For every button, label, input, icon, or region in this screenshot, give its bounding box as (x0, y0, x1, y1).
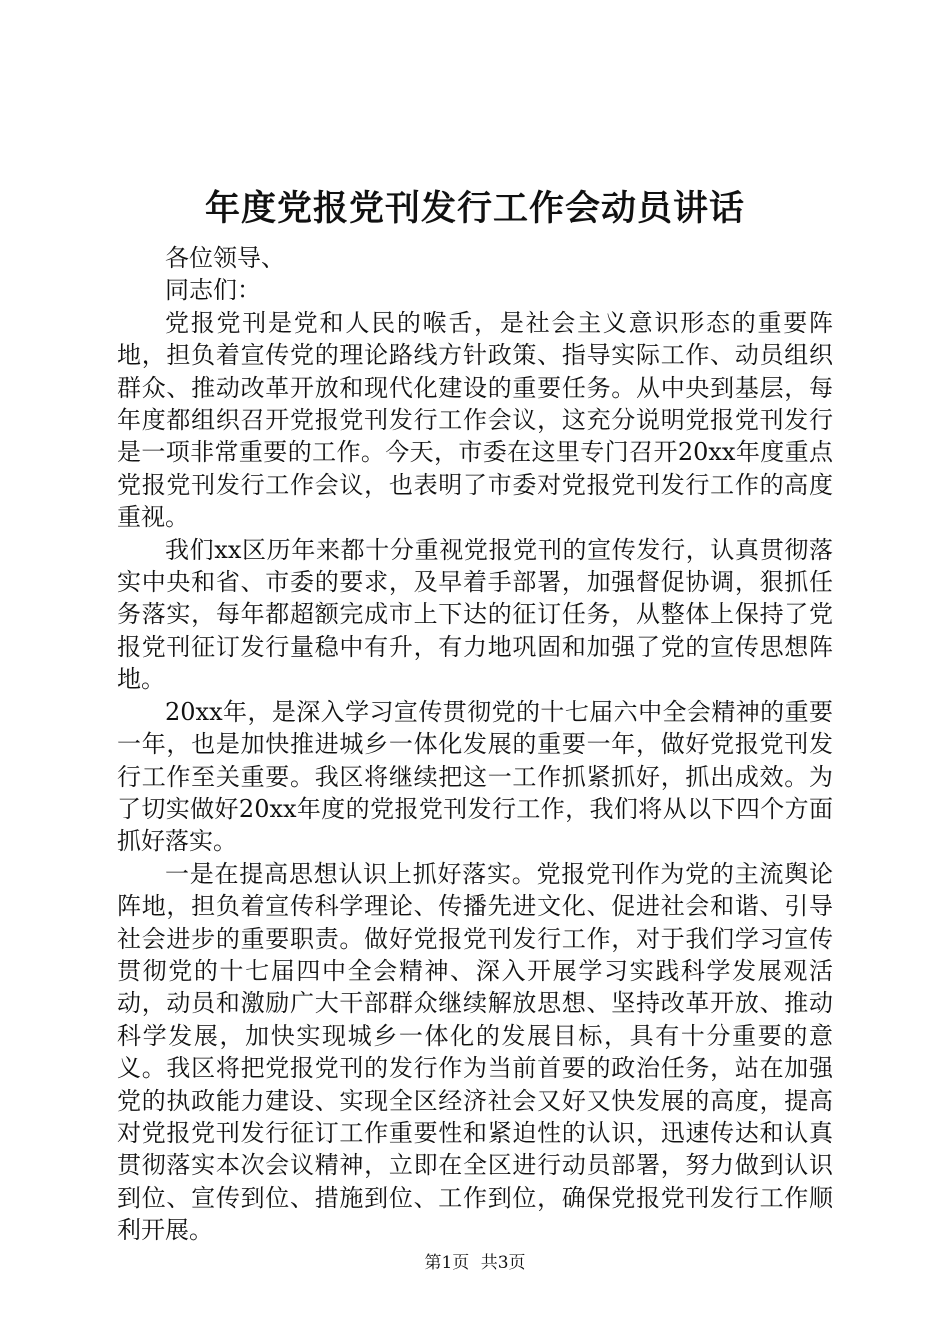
document-title: 年度党报党刊发行工作会动员讲话 (204, 188, 745, 229)
salutation-line: 各位领导、 (165, 244, 285, 272)
document-body (117, 242, 833, 1247)
page-number: 第1页 (424, 1253, 470, 1273)
body-paragraph: 我们xx区历年来都十分重视党报党刊的宣传发行，认真贯彻落实中央和省、市委的要求，及早着手部署，加强督促协调，狠抓任务落实，每年都超额完成市上下达的征订任务，从整体上保持了党报党刊征订发行量稳中有升，有力地巩固和加强了党的宣传思想阵地。 (117, 535, 833, 694)
body-paragraph: 20xx年，是深入学习宣传贯彻党的十七届六中全会精神的重要一年，也是加快推进城乡一体化发展的重要一年，做好党报党刊发行工作至关重要。我区将继续把这一工作抓紧抓好，抓出成效。为了切实做好20xx年度的党报党刊发行工作，我们将从以下四个方面抓好落实。 (117, 697, 833, 856)
page-footer (0, 1252, 950, 1274)
page-total: 共3页 (480, 1253, 526, 1273)
body-paragraph: 党报党刊是党和人民的喉舌，是社会主义意识形态的重要阵地，担负着宣传党的理论路线方针政策、指导实际工作、动员组织群众、推动改革开放和现代化建设的重要任务。从中央到基层，每年度都组织召开党报党刊发行工作会议，这充分说明党报党刊发行是一项非常重要的工作。今天，市委在这里专门召开20xx年度重点党报党刊发行工作会议，也表明了市委对党报党刊发行工作的高度重视。 (117, 308, 833, 532)
body-paragraph: 一是在提高思想认识上抓好落实。党报党刊作为党的主流舆论阵地，担负着宣传科学理论、传播先进文化、促进社会和谐、引导社会进步的重要职责。做好党报党刊发行工作，对于我们学习宣传贯彻党的十七届四中全会精神、深入开展学习实践科学发展观活动，动员和激励广大干部群众继续解放思想、坚持改革开放、推动科学发展，加快实现城乡一体化的发展目标，具有十分重要的意义。我区将把党报党刊的发行作为当前首要的政治任务，站在加强党的执政能力建设、实现全区经济社会又好又快发展的高度，提高对党报党刊发行征订工作重要性和紧迫性的认识，迅速传达和认真贯彻落实本次会议精神，立即在全区进行动员部署，努力做到认识到位、宣传到位、措施到位、工作到位，确保党报党刊发行工作顺利开展。 (117, 859, 833, 1245)
salutation-line: 同志们： (165, 276, 261, 305)
